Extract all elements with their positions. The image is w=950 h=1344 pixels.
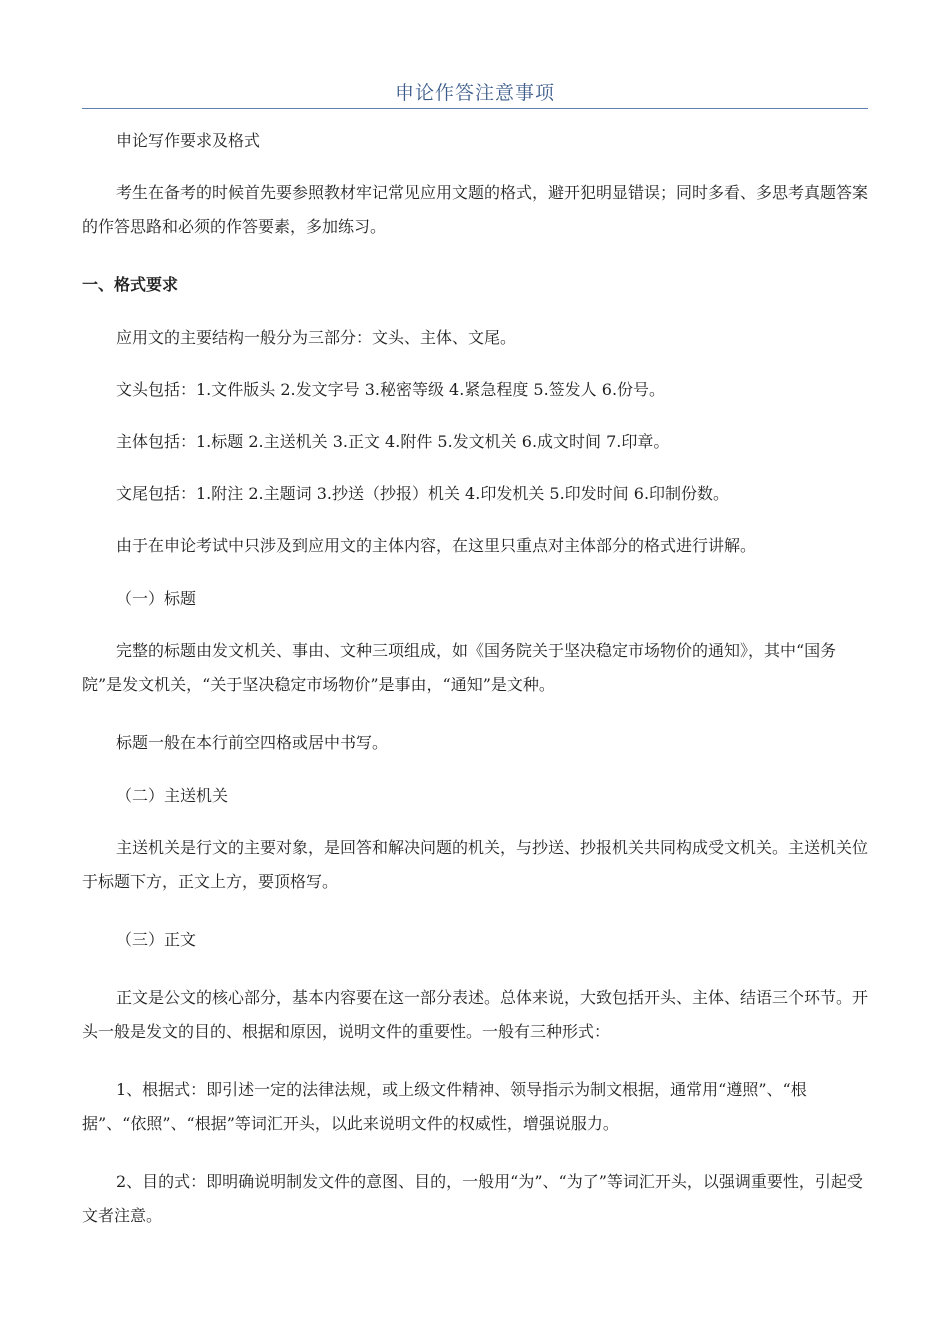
paragraph-title-position: 标题一般在本行前空四格或居中书写。 [116, 733, 389, 752]
paragraph-title-detail: 完整的标题由发文机关、事由、文种三项组成，如《国务院关于坚决稳定市场物价的通知》，其中“国务院”是发文机关，“关于坚决稳定市场物价”是事由，“通知”是文种。 [82, 641, 837, 694]
document-title: 申论作答注意事项 [394, 82, 555, 104]
paragraph-basis-form: 1、根据式：即引述一定的法律法规，或上级文件精神、领导指示为制文根据，通常用“遵照”、“根据”、“依照”、“根据”等词汇开头，以此来说明文件的权威性，增强说服力。 [82, 1080, 807, 1133]
subheading-title: （一）标题 [116, 589, 197, 608]
paragraph-footer-items: 文尾包括：1.附注 2.主题词 3.抄送（抄报）机关 4.印发机关 5.印发时间 6.印制份数。 [116, 484, 730, 503]
paragraph-header-items: 文头包括：1.文件版头 2.发文字号 3.秘密等级 4.紧急程度 5.签发人 6.份号。 [116, 380, 666, 399]
paragraph-scope: 由于在申论考试中只涉及到应用文的主体内容，在这里只重点对主体部分的格式进行讲解。 [116, 536, 757, 555]
paragraph-intro: 考生在备考的时候首先要参照教材牢记常见应用文题的格式，避开犯明显错误；同时多看、多思考真题答案的作答思路和必须的作答要素，多加练习。 [82, 183, 869, 236]
paragraph-structure: 应用文的主要结构一般分为三部分：文头、主体、文尾。 [116, 328, 517, 347]
paragraph-body-items: 主体包括：1.标题 2.主送机关 3.正文 4.附件 5.发文机关 6.成文时间 7.印章。 [116, 432, 670, 451]
title-underline [82, 108, 868, 109]
subheading-body-text: （三）正文 [116, 930, 197, 949]
subheading-main-recipient: （二）主送机关 [116, 786, 229, 805]
paragraph-main-recipient: 主送机关是行文的主要对象，是回答和解决问题的机关，与抄送、抄报机关共同构成受文机关。主送机关位于标题下方，正文上方，要顶格写。 [82, 838, 869, 891]
paragraph-purpose-form: 2、目的式：即明确说明制发文件的意图、目的，一般用“为”、“为了”等词汇开头，以强调重要性，引起受文者注意。 [82, 1172, 863, 1225]
paragraph-body-text: 正文是公文的核心部分，基本内容要在这一部分表述。总体来说，大致包括开头、主体、结语三个环节。开头一般是发文的目的、根据和原因，说明文件的重要性。一般有三种形式： [82, 988, 869, 1041]
paragraph-subtitle: 申论写作要求及格式 [116, 131, 261, 150]
section-heading-format: 一、格式要求 [82, 275, 179, 294]
